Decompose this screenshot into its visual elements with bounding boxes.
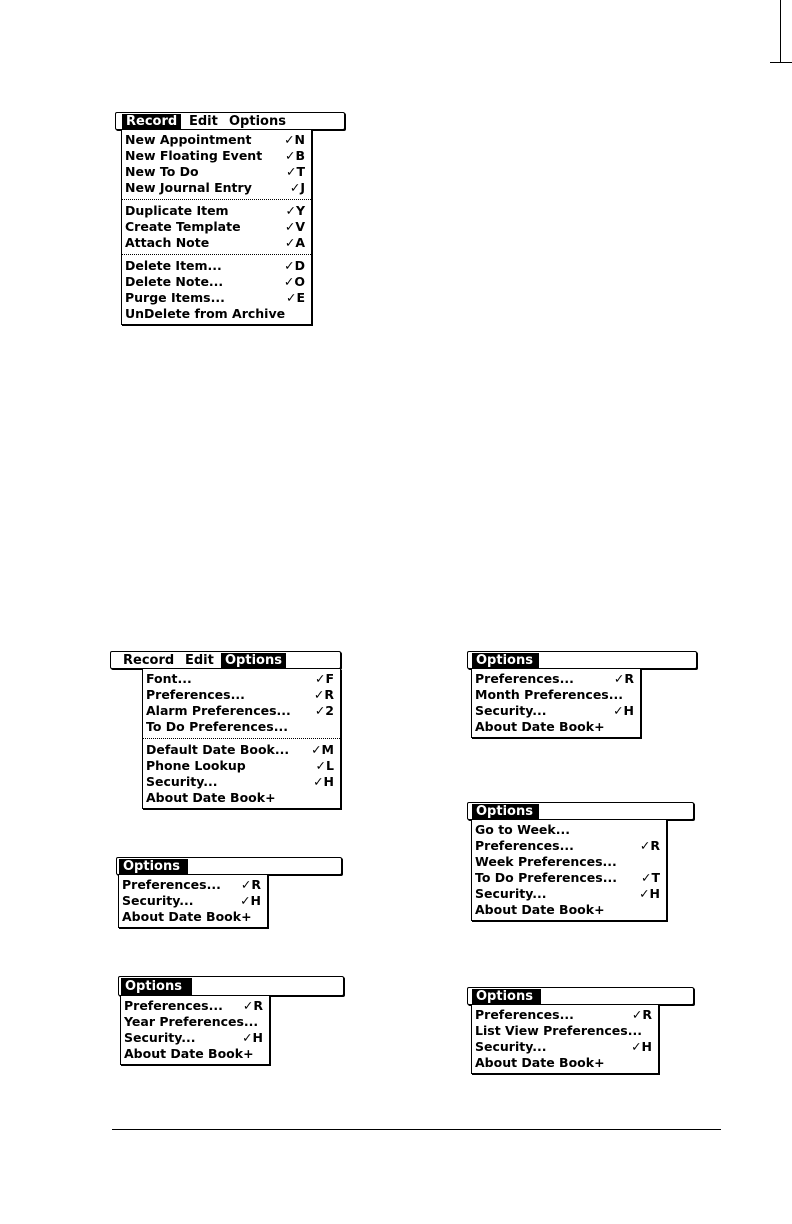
footer-rule (112, 1129, 721, 1130)
crop-mark-horizontal (770, 62, 792, 63)
menu-item-security[interactable] (119, 893, 267, 909)
menu-item-preferences[interactable] (472, 1007, 658, 1023)
options-dropdown (471, 669, 641, 738)
menu-item-shortcut: ✓L (315, 758, 334, 773)
menu-tab-options[interactable]: Options (119, 859, 188, 874)
menu-item-label: Delete Item... (125, 258, 222, 273)
menu-item-to-do-preferences[interactable] (143, 719, 340, 735)
menu-item-new-floating-event[interactable] (122, 148, 311, 164)
options-menu-list-screenshot (467, 987, 695, 1071)
menu-item-go-to-week[interactable] (472, 822, 666, 838)
menu-item-label: Month Preferences... (475, 687, 623, 702)
menu-item-preferences[interactable] (472, 671, 640, 687)
menu-item-label: To Do Preferences... (146, 719, 288, 734)
menu-item-label: About Date Book+ (475, 902, 605, 917)
menu-item-default-date-book[interactable] (143, 742, 340, 758)
menu-item-duplicate-item[interactable] (122, 203, 311, 219)
menu-item-preferences[interactable] (143, 687, 340, 703)
menu-item-preferences[interactable] (121, 998, 269, 1014)
menu-item-label: About Date Book+ (124, 1046, 254, 1061)
menu-item-purge-items[interactable] (122, 290, 311, 306)
menu-item-security[interactable] (472, 886, 666, 902)
menu-item-label: Create Template (125, 219, 241, 234)
menu-item-shortcut: ✓H (631, 1039, 652, 1054)
menu-item-label: Default Date Book... (146, 742, 290, 757)
menu-bar (116, 857, 342, 875)
menu-tab-edit[interactable]: Edit (189, 114, 218, 129)
menu-item-shortcut: ✓A (284, 235, 305, 250)
menu-item-shortcut: ✓R (313, 687, 334, 702)
menu-item-label: Delete Note... (125, 274, 224, 289)
menu-item-label: Security... (475, 886, 547, 901)
menu-item-shortcut: ✓B (284, 148, 305, 163)
menu-item-label: About Date Book+ (146, 790, 276, 805)
menu-item-label: New Appointment (125, 132, 252, 147)
options-menu-small-screenshot (116, 857, 342, 927)
menu-item-label: Duplicate Item (125, 203, 229, 218)
menu-item-attach-note[interactable] (122, 235, 311, 251)
menu-item-label: About Date Book+ (475, 719, 605, 734)
menu-item-font[interactable] (143, 671, 340, 687)
menu-item-list-view-preferences[interactable] (472, 1023, 658, 1039)
menu-item-label: Preferences... (122, 877, 221, 892)
menu-item-shortcut: ✓M (311, 742, 334, 757)
menu-tab-options[interactable]: Options (472, 989, 541, 1004)
menu-item-label: Alarm Preferences... (146, 703, 291, 718)
menu-item-shortcut: ✓D (284, 258, 305, 273)
menu-tab-options[interactable]: Options (121, 978, 192, 995)
menu-item-shortcut: ✓H (639, 886, 660, 901)
menu-item-preferences[interactable] (472, 838, 666, 854)
options-dropdown (142, 669, 341, 809)
menu-item-preferences[interactable] (119, 877, 267, 893)
menu-item-label: About Date Book+ (475, 1055, 605, 1070)
menu-item-about-date-book[interactable] (121, 1046, 269, 1062)
menu-item-label: Attach Note (125, 235, 210, 250)
menu-item-shortcut: ✓R (639, 838, 660, 853)
menu-tab-options[interactable]: Options (229, 114, 286, 129)
menu-separator (122, 199, 311, 200)
menu-item-shortcut: ✓F (314, 671, 334, 686)
menu-item-new-journal-entry[interactable] (122, 180, 311, 196)
record-menu-screenshot (115, 112, 347, 326)
menu-item-about-date-book[interactable] (472, 719, 640, 735)
menu-item-about-date-book[interactable] (119, 909, 267, 925)
menu-item-label: Security... (475, 703, 547, 718)
menu-item-year-preferences[interactable] (121, 1014, 269, 1030)
menu-bar (110, 651, 341, 669)
menu-tab-options[interactable]: Options (472, 653, 539, 668)
menu-item-alarm-preferences[interactable] (143, 703, 340, 719)
menu-item-label: Week Preferences... (475, 854, 617, 869)
options-dropdown (471, 820, 667, 921)
menu-item-delete-item[interactable] (122, 258, 311, 274)
menu-item-security[interactable] (121, 1030, 269, 1046)
menu-item-shortcut: ✓2 (314, 703, 334, 718)
menu-tab-edit[interactable]: Edit (185, 653, 214, 668)
menu-item-label: New To Do (125, 164, 199, 179)
options-dropdown (118, 875, 268, 928)
menu-tab-record[interactable]: Record (122, 114, 181, 129)
menu-item-label: Preferences... (124, 998, 223, 1013)
menu-item-label: New Floating Event (125, 148, 263, 163)
menu-item-delete-note[interactable] (122, 274, 311, 290)
menu-item-shortcut: ✓H (313, 774, 334, 789)
menu-item-shortcut: ✓H (242, 1030, 263, 1045)
menu-item-security[interactable] (472, 703, 640, 719)
menu-item-shortcut: ✓T (640, 870, 660, 885)
options-menu-full-screenshot (110, 651, 342, 809)
menu-item-label: Year Preferences... (124, 1014, 259, 1029)
menu-item-shortcut: ✓E (285, 290, 305, 305)
menu-tab-options[interactable]: Options (472, 804, 539, 819)
menu-item-shortcut: ✓H (613, 703, 634, 718)
menu-item-shortcut: ✓J (289, 180, 305, 195)
menu-item-label: Go to Week... (475, 822, 570, 837)
menu-item-to-do-preferences[interactable] (472, 870, 666, 886)
menu-item-label: Font... (146, 671, 192, 686)
menu-bar (467, 651, 697, 669)
menu-item-label: About Date Book+ (122, 909, 252, 924)
menu-item-create-template[interactable] (122, 219, 311, 235)
menu-bar (118, 976, 344, 996)
menu-item-label: UnDelete from Archive (125, 306, 286, 321)
menu-bar (115, 112, 345, 130)
menu-item-label: Security... (124, 1030, 196, 1045)
menu-item-shortcut: ✓H (240, 893, 261, 908)
menu-item-new-to-do[interactable] (122, 164, 311, 180)
menu-item-undelete-from-archive[interactable] (122, 306, 311, 322)
menu-separator (143, 738, 340, 739)
menu-item-label: Security... (475, 1039, 547, 1054)
menu-item-shortcut: ✓V (284, 219, 305, 234)
options-menu-week-screenshot (467, 802, 695, 920)
menu-item-shortcut: ✓T (285, 164, 305, 179)
menu-item-shortcut: ✓R (631, 1007, 652, 1022)
options-menu-month-screenshot (467, 651, 699, 737)
menu-item-new-appointment[interactable] (122, 132, 311, 148)
menu-item-shortcut: ✓R (240, 877, 261, 892)
menu-bar (467, 802, 694, 820)
record-dropdown (121, 130, 312, 325)
menu-item-week-preferences[interactable] (472, 854, 666, 870)
menu-item-security[interactable] (472, 1039, 658, 1055)
menu-item-label: Security... (122, 893, 194, 908)
menu-separator (122, 254, 311, 255)
options-dropdown (120, 996, 270, 1065)
menu-item-shortcut: ✓O (283, 274, 305, 289)
options-menu-year-screenshot (118, 976, 344, 1070)
menu-item-about-date-book[interactable] (472, 1055, 658, 1071)
menu-item-label: Preferences... (475, 1007, 574, 1022)
menu-item-shortcut: ✓R (242, 998, 263, 1013)
menu-item-label: New Journal Entry (125, 180, 252, 195)
menu-item-phone-lookup[interactable] (143, 758, 340, 774)
menu-item-about-date-book[interactable] (143, 790, 340, 806)
menu-item-label: Preferences... (475, 671, 574, 686)
menu-item-label: Preferences... (146, 687, 245, 702)
menu-item-month-preferences[interactable] (472, 687, 640, 703)
menu-item-shortcut: ✓N (284, 132, 305, 147)
crop-mark-vertical (780, 0, 781, 62)
menu-item-label: Preferences... (475, 838, 574, 853)
menu-tab-options[interactable]: Options (221, 653, 286, 668)
menu-item-shortcut: ✓R (613, 671, 634, 686)
menu-item-security[interactable] (143, 774, 340, 790)
menu-bar (467, 987, 694, 1005)
menu-item-label: Security... (146, 774, 218, 789)
menu-item-label: List View Preferences... (475, 1023, 642, 1038)
menu-item-label: To Do Preferences... (475, 870, 617, 885)
menu-item-shortcut: ✓Y (285, 203, 305, 218)
menu-item-label: Phone Lookup (146, 758, 246, 773)
menu-tab-record[interactable]: Record (123, 653, 175, 668)
options-dropdown (471, 1005, 659, 1074)
menu-item-about-date-book[interactable] (472, 902, 666, 918)
menu-item-label: Purge Items... (125, 290, 225, 305)
